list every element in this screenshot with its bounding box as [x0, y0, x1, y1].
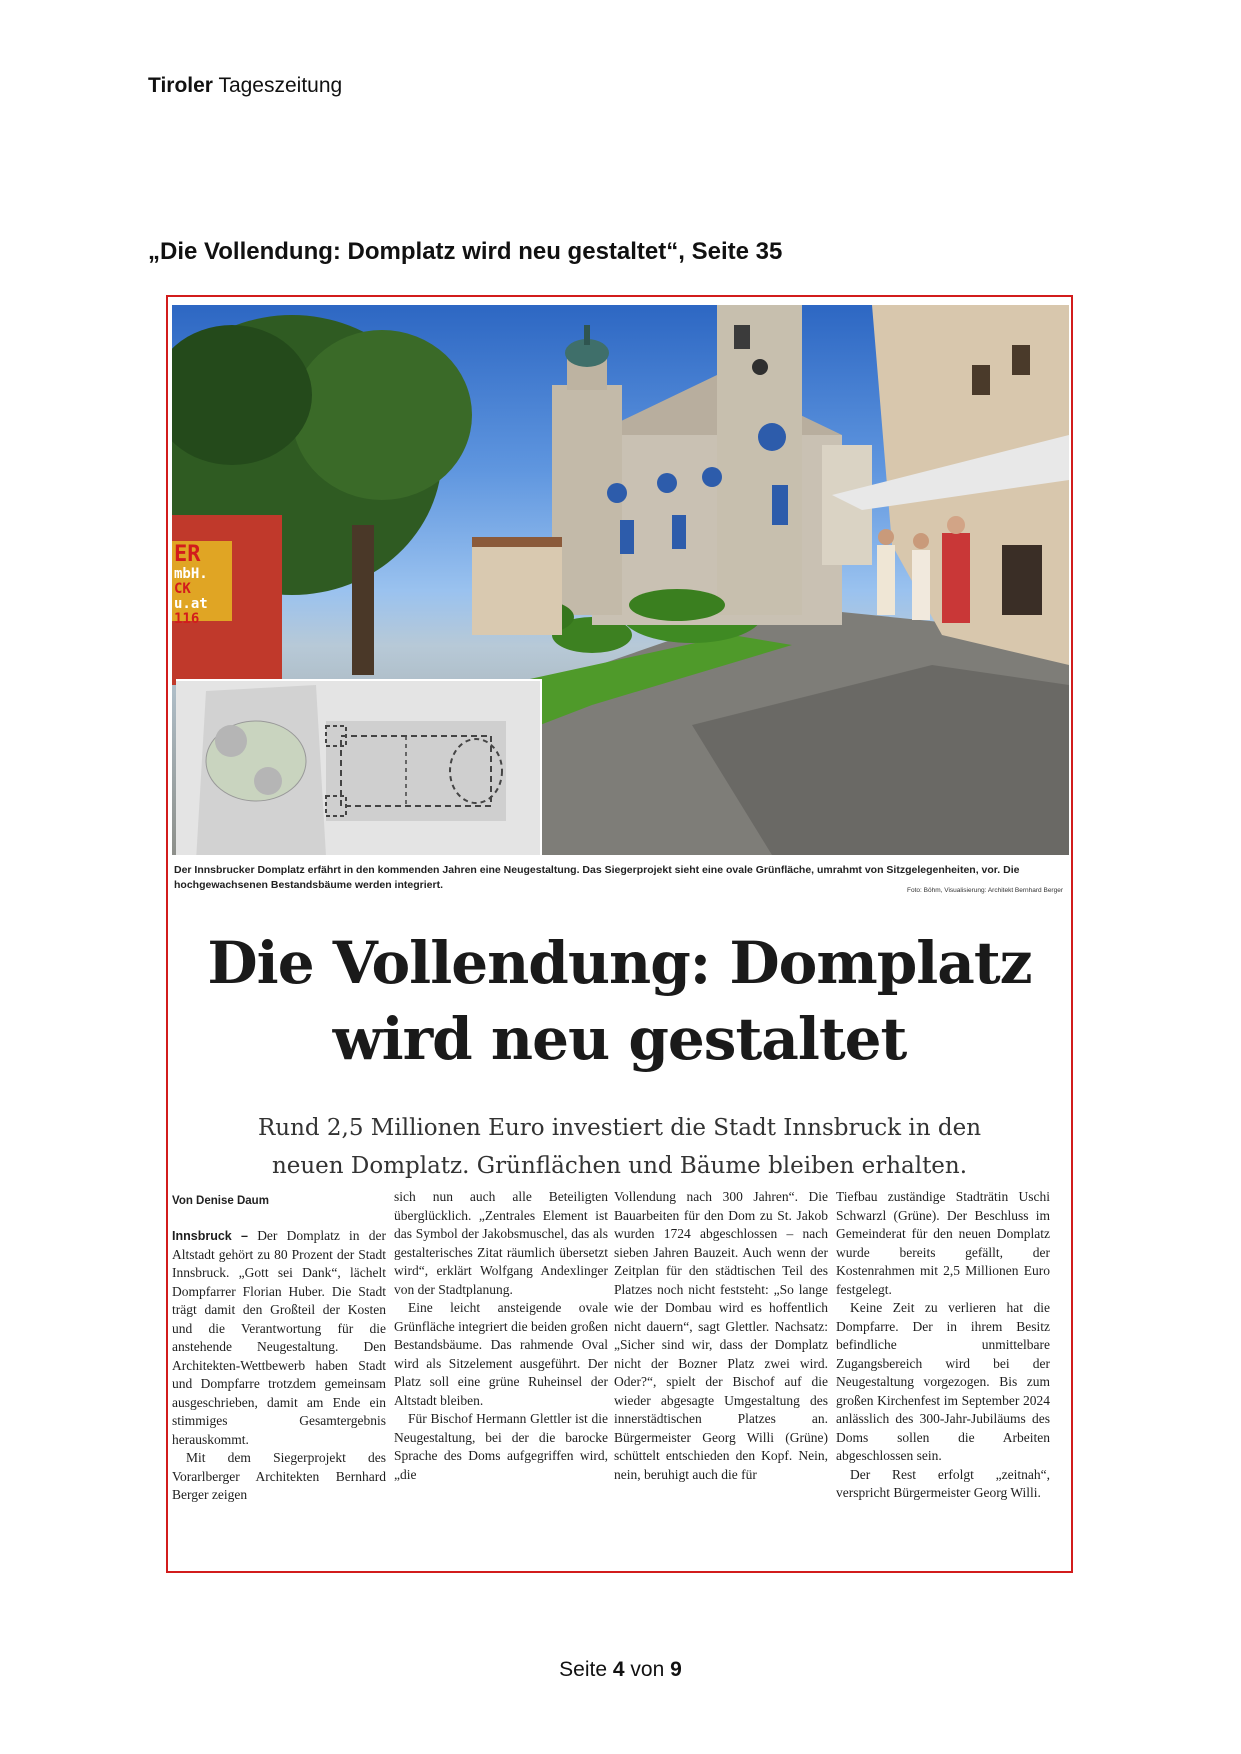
- byline: Von Denise Daum: [172, 1195, 269, 1207]
- sign-line-5: 116: [174, 611, 200, 627]
- column-4-paragraph-3: Der Rest erfolgt „zeitnah“, verspricht Bürgermeister Georg Willi.: [836, 1466, 1050, 1500]
- subhead-line-1: Rund 2,5 Millionen Euro investiert die Stadt Innsbruck in den: [257, 1115, 982, 1141]
- column-2-paragraph-3: Für Bischof Hermann Glettler ist die Neugestaltung, bei der die barocke Sprache des Doms aufgegriffen wird, „die: [394, 1411, 608, 1482]
- article-column-1: [172, 1227, 386, 1607]
- subhead-line-2: neuen Domplatz. Grünflächen und Bäume bleiben erhalten.: [271, 1153, 968, 1179]
- sign-line-1: ER: [174, 542, 201, 567]
- column-4-paragraph-2: Keine Zeit zu verlieren hat die Dompfarre. Der in ihrem Besitz befindliche unmittelbare Zugangsbereich wird bei der Neugestaltung vorgezogen. Bis zum großen Kirchenfest im September 2024 anlässlich des 300-Jahr-Jubiläums des Doms sollen die Arbeiten abgeschlossen sein.: [836, 1300, 1050, 1463]
- column-1-paragraph-1: [172, 1227, 386, 1449]
- sign-line-2: mbH.: [174, 566, 208, 582]
- article-column-3: [614, 1188, 828, 1568]
- article-headline: [168, 925, 1071, 1077]
- total-page-count: 9: [670, 1658, 682, 1681]
- page-footer: [0, 1658, 1241, 1682]
- column-1-text-1: Der Domplatz in der Altstadt gehört zu 80 Prozent der Stadt Innsbruck. „Gott sei Dank“, lächelt Dompfarrer Florian Huber. Die Stadt trägt damit den Großteil der Kosten und die Verantwortung für die anstehende Neugestaltung. Den Architekten-Wettbewerb haben Stadt und Dompfarre trotzdem gemeinsam ausgeschrieben, damit am Ende ein stimmiges Gesamtergebnis herauskommt.: [172, 1228, 386, 1447]
- headline-line-2: wird neu gestaltet: [332, 1005, 907, 1073]
- article-column-2: [394, 1188, 608, 1568]
- dateline: Innsbruck –: [172, 1229, 248, 1243]
- site-plan-drawing: [176, 681, 540, 855]
- brand-rest: Tageszeitung: [218, 74, 343, 97]
- brand-bold: Tiroler: [148, 74, 213, 97]
- column-2-paragraph-1: sich nun auch alle Beteiligten überglücklich. „Zentrales Element ist das Symbol der Jakobsmuschel, das als gestalterisches Zitat räumlich übersetzt wird“, erklärt Wolfgang Andexlinger von der Stadtplanung.: [394, 1189, 608, 1297]
- site-plan-visualization: [176, 679, 542, 855]
- column-3-paragraph-1: Vollendung nach 300 Jahren“. Die Bauarbeiten für den Dom zu St. Jakob wurden 1724 abgeschlossen – nach sieben Jahren Bauzeit. Auch wenn der Zeitplan für den städtischen Teil des Platzes noch nicht feststeht: „So lange wie der Dombau wird es hoffentlich nicht dauern“, sagt Glettler. Nachsatz: „Sicher sind wir, dass der Domplatz nicht der Bozner Platz zwei wird. Oder?“, spielt der Bischof auf die wieder abgesagte Umgestaltung des innerstädtischen Platzes an. Bürgermeister Georg Willi (Grüne) schüttelt entschieden den Kopf. Nein, nein, beruhigt auch die für: [614, 1189, 828, 1482]
- sign-line-3: CK: [174, 581, 191, 597]
- newspaper-clipping: [166, 295, 1073, 1573]
- photo-caption: Der Innsbrucker Domplatz erfährt in den kommenden Jahren eine Neugestaltung. Das Siegerprojekt sieht eine ovale Grünfläche, umrahmt von Sitzgelegenheiten, vor. Die hochgewachsenen Bestandsbäume werden integriert.: [174, 864, 1020, 891]
- column-1-paragraph-2: Mit dem Siegerprojekt des Vorarlberger Architekten Bernhard Berger zeigen: [172, 1450, 386, 1502]
- footer-prefix: Seite: [559, 1658, 608, 1681]
- column-2-paragraph-2: Eine leicht ansteigende ovale Grünfläche integriert die beiden großen Bestandsbäume. Das rahmende Oval wird als Sitzelement ausgeführt. Der Platz soll eine grüne Ruheinsel der Altstadt bleiben.: [394, 1300, 608, 1408]
- footer-middle: von: [630, 1658, 665, 1681]
- cathedral-photo: [172, 305, 1069, 855]
- document-title: „Die Vollendung: Domplatz wird neu gestaltet“, Seite 35: [148, 238, 783, 265]
- header-brand: [148, 74, 342, 98]
- article-subheadline: [168, 1109, 1071, 1185]
- sign-line-4: u.at: [174, 596, 208, 612]
- construction-sign: [174, 543, 232, 627]
- photo-credit: Foto: Böhm, Visualisierung: Architekt Bernhard Berger: [907, 887, 1063, 894]
- article-column-4: [836, 1188, 1050, 1568]
- column-4-paragraph-1: Tiefbau zuständige Stadträtin Uschi Schwarzl (Grüne). Der Beschluss im Gemeinderat für den neuen Domplatz wurde bereits gefällt, der Kostenrahmen mit 2,5 Millionen Euro festgelegt.: [836, 1189, 1050, 1297]
- headline-line-1: Die Vollendung: Domplatz: [207, 929, 1032, 997]
- current-page-number: 4: [612, 1658, 625, 1681]
